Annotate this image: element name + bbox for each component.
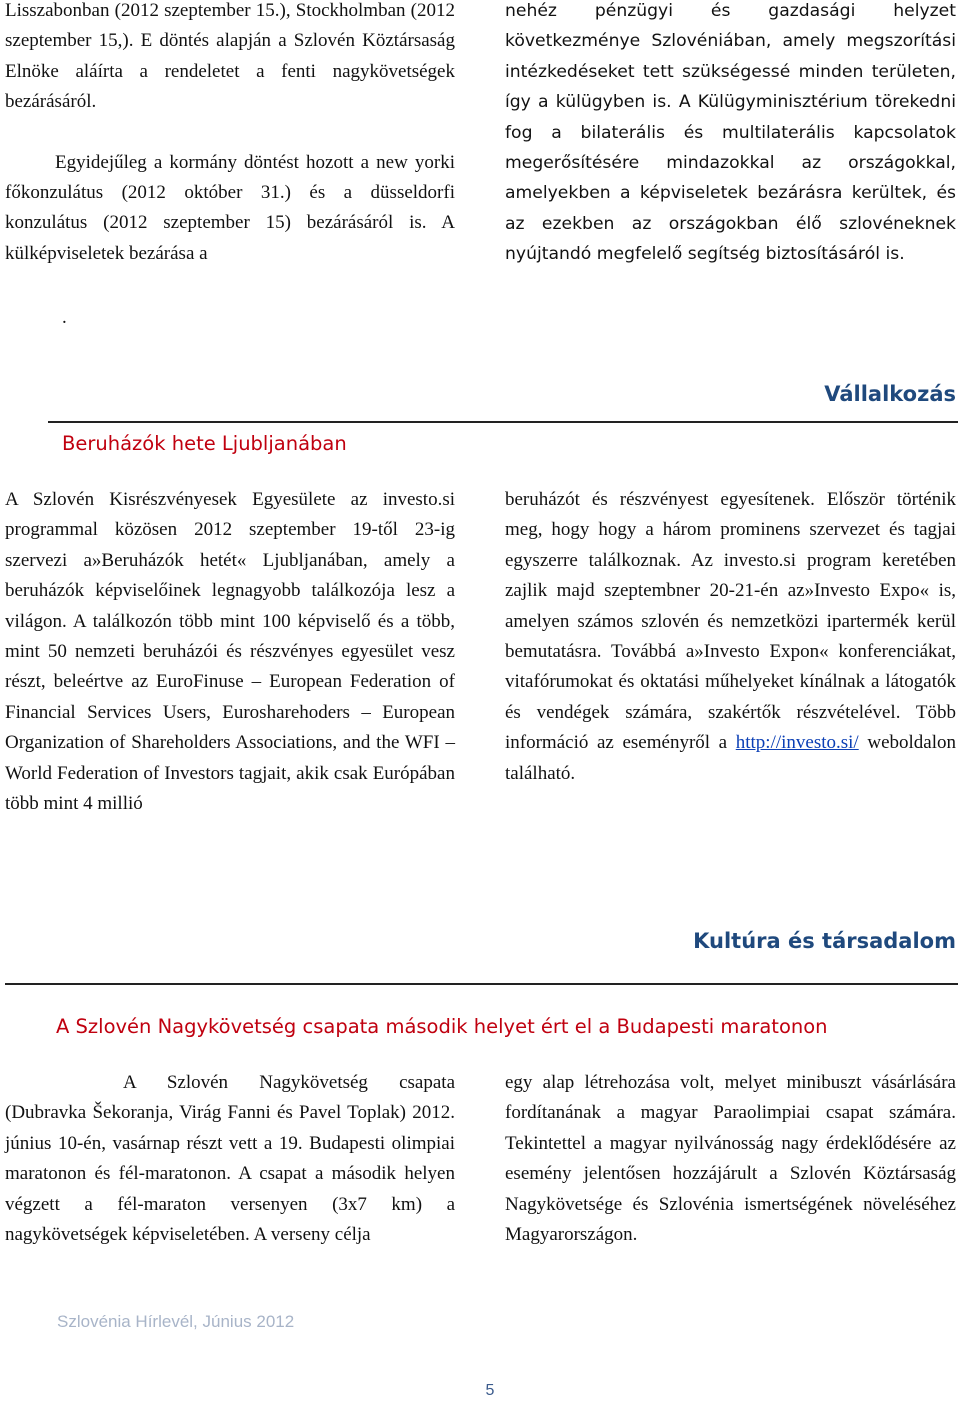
business-right-paragraph [505,485,956,789]
culture-right-text: egy alap létrehozása volt, melyet minibuszt vásárlására fordítanának a magyar Paraolimpiai csapat számára. Tekintettel a magyar nyilvánosság nagy érdeklődésére az esemény jelentősen hozzájárult a Szlovén Köztársaság Nagykövetsége és Szlovénia ismertségének növeléséhez Magyarországon. [505,1072,956,1246]
section-rule-business [48,421,958,423]
top-left-column [5,0,455,269]
section-title-business: Vállalkozás [824,382,956,406]
article-title-investors-week: Beruházók hete Ljubljanában [62,432,347,455]
business-left-column [5,485,455,819]
top-right-paragraph: nehéz pénzügyi és gazdasági helyzet következménye Szlovéniában, amely megszorítási intézkedéseket tett szükségessé minden területen, így a külügyben is. A Külügyminisztérium törekedni fog a bilaterális és multilaterális kapcsolatok megerősítésére mindazokkal az országokkal, amelyekben a képviseletek bezárásra kerültek, és az ezekben az országokban élő szlovéneknek nyújtandó megfelelő segítség biztosításáról is. [505,1,956,265]
top-left-paragraph-2: Egyidejűleg a kormány döntést hozott a new yorki főkonzulátus (2012 október 31.) és a düsseldorfi konzulátus (2012 szeptember 15) bezárásáról is. A külképviseletek bezárása a [5,151,455,264]
culture-right-column [505,1068,956,1250]
stray-dot: . [62,307,67,328]
culture-left-column [5,1068,455,1250]
page-number: 5 [485,1382,495,1399]
culture-left-text: A Szlovén Nagykövetség csapata (Dubravka Šekoranja, Virág Fanni és Pavel Toplak) 2012. június 10-én, vasárnap részt vett a 19. Budapesti olimpiai maratonon és fél-maratonon. A csapat a második helyen végzett a fél-maraton versenyen (3x7 km) a nagykövetségek képviseletében. A verseny célja [5,1072,455,1246]
top-right-column [505,0,956,270]
business-right-tail: weboldalon található. [505,732,956,784]
business-right-column [505,485,956,789]
section-rule-culture [5,983,958,985]
business-left-text: A Szlovén Kisrészvényesek Egyesülete az investo.si programmal közösen 2012 szeptember 19-től 23-ig szervezi a»Beruházók hetét« Ljubljanában, amely a beruházók képviselőinek legnagyobb találkozója lesz a világon. A találkozón több mint 100 képviselő és a több, mint 50 nemzeti beruházói és részvényes egyesület vesz részt, beleértve az EuroFinuse – European Federation of Financial Services Users, Eurosharehoders – European Organization of Shareholders Associations, and the WFI – World Federation of Investors tagjait, akik csak Európában több mint 4 millió [5,489,455,815]
business-right-text: beruházót és részvényest egyesítenek. Először történik meg, hogy hogy a három prominens szervezet és tagjai egyszerre találkoznak. Az investo.si program keretében zajlik majd szeptembner 20-21-én az»Investo Expo« is, amelyen számos szlovén és nemzetközi ipartermék kerül bemutatásra. Továbbá a»Investo Expon« konferenciákat, vitafórumokat és oktatási műhelyeket kínálnak a látogatók és vendégek számára, szakértők részvételével. Több információ az eseményről a [505,489,956,754]
top-left-paragraph-1: Lisszabonban (2012 szeptember 15.), Stockholmban (2012 szeptember 15,). E döntés alapján a Szlovén Köztársaság Elnöke aláírta a rendeletet a fenti nagykövetségek bezárásáról. [5,0,455,113]
footer-newsletter-title: Szlovénia Hírlevél, Június 2012 [57,1312,295,1331]
investo-link[interactable]: http://investo.si/ [735,732,859,754]
article-title-marathon: A Szlovén Nagykövetség csapata második helyet ért el a Budapesti maratonon [56,1015,828,1038]
section-title-culture: Kultúra és társadalom [693,929,956,953]
